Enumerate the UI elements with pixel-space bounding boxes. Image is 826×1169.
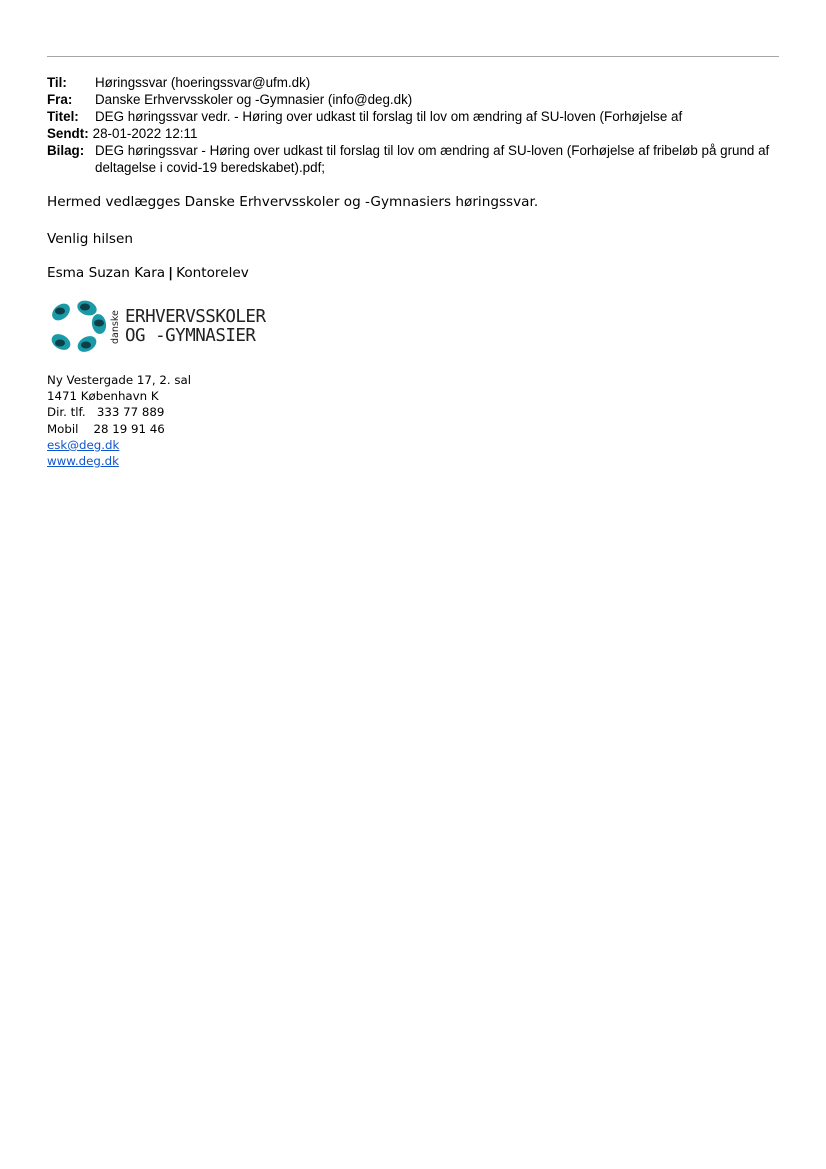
organization-logo bbox=[47, 298, 266, 356]
sender-name: Esma Suzan Kara bbox=[47, 265, 166, 281]
title-row bbox=[47, 108, 787, 125]
logo-small-word: danske bbox=[110, 310, 121, 344]
sender-role: Kontorelev bbox=[176, 265, 249, 281]
signature-separator: | bbox=[168, 265, 174, 281]
signature-line bbox=[47, 265, 249, 281]
address-block bbox=[47, 372, 191, 469]
title-label: Titel: bbox=[47, 109, 79, 124]
attachment-label: Bilag: bbox=[47, 143, 85, 158]
website-link[interactable]: www.deg.dk bbox=[47, 454, 119, 469]
title-value: DEG høringssvar vedr. - Høring over udkast til forslag til lov om ændring af SU-loven (Forhøjelse af bbox=[95, 109, 683, 124]
address-city: 1471 København K bbox=[47, 389, 159, 404]
from-row bbox=[47, 91, 787, 108]
greeting-text: Venlig hilsen bbox=[47, 231, 133, 247]
from-value: Danske Erhvervsskoler og -Gymnasier (info@deg.dk) bbox=[95, 92, 413, 107]
to-label: Til: bbox=[47, 75, 67, 90]
logo-line-2: OG -GYMNASIER bbox=[125, 326, 256, 346]
address-phone: Dir. tlf. 333 77 889 bbox=[47, 405, 165, 420]
address-mobile: Mobil 28 19 91 46 bbox=[47, 421, 165, 436]
to-value: Høringssvar (hoeringssvar@ufm.dk) bbox=[95, 75, 311, 90]
address-street: Ny Vestergade 17, 2. sal bbox=[47, 373, 192, 387]
logo-wordmark bbox=[125, 308, 266, 346]
intro-text: Hermed vedlægges Danske Erhvervsskoler og -Gymnasiers høringssvar. bbox=[47, 194, 539, 210]
sent-label: Sendt: bbox=[47, 126, 89, 141]
sent-row bbox=[47, 125, 787, 142]
attachment-value: DEG høringssvar - Høring over udkast til forslag til lov om ændring af SU-loven (Forhøjelse af fribeløb på grund af deltagelse i covid-19 beredskabet).pdf; bbox=[95, 143, 770, 175]
to-row bbox=[47, 74, 787, 91]
email-header bbox=[47, 74, 787, 176]
header-divider bbox=[47, 56, 779, 57]
from-label: Fra: bbox=[47, 92, 73, 107]
logo-line-1: ERHVERVSSKOLER bbox=[125, 307, 266, 327]
attachment-row bbox=[47, 142, 787, 176]
sent-value: 28-01-2022 12:11 bbox=[92, 126, 198, 141]
email-link[interactable]: esk@deg.dk bbox=[47, 437, 120, 452]
star-logo-icon bbox=[47, 298, 109, 356]
